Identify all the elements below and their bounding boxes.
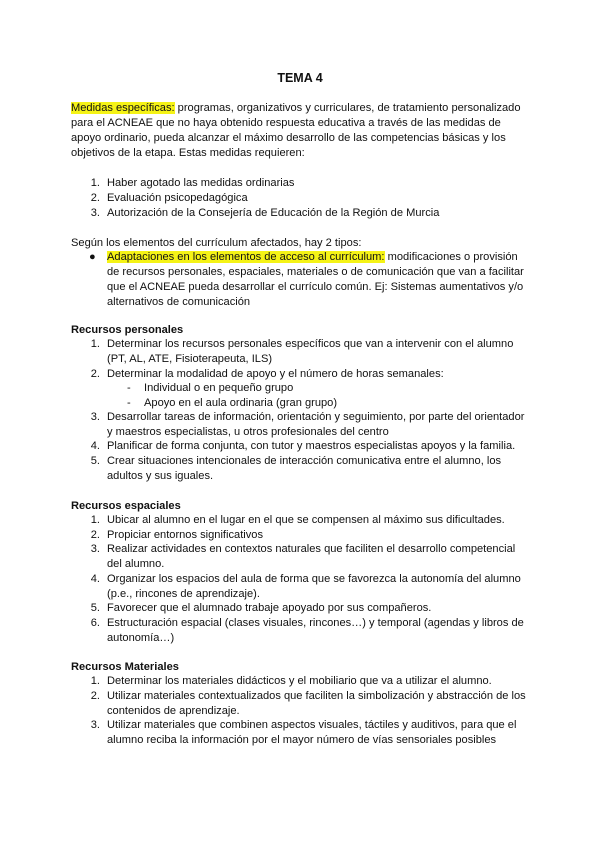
section-heading-spatial: Recursos espaciales [71,500,181,512]
list-number: 2. [90,192,100,204]
access-text: modificaciones o provisión de recursos personales, espaciales, materiales o de comunicación que van a facilitar que el ACNEAE pueda desarrollar el currículo común. Ej: Sistemas aumentativos y/o alternativos de comunicación [107,251,524,308]
list-number: 2. [90,690,100,702]
list-number: 5. [90,455,100,467]
list-item: Evaluación psicopedagógica [107,192,248,204]
list-item: Determinar los recursos personales específicos que van a intervenir con el alumno (PT, AL, ATE, Fisioterapeuta, ILS) [107,338,514,365]
list-number: 3. [90,207,100,219]
list-item: Crear situaciones intencionales de interacción comunicativa entre el alumno, los adultos y sus iguales. [107,455,502,482]
list-number: 2. [90,529,100,541]
dash-marker: - [127,382,131,394]
list-number: 1. [90,338,100,350]
dash-marker: - [127,397,131,409]
bullet-marker: ● [89,251,96,263]
list-item: Favorecer que el alumnado trabaje apoyado por sus compañeros. [107,602,432,614]
list-item: Estructuración espacial (clases visuales, rincones…) y temporal (agendas y libros de autonomía…) [107,617,524,644]
types-intro: Según los elementos del currículum afectados, hay 2 tipos: [71,237,362,249]
list-item: Utilizar materiales contextualizados que faciliten la simbolización y abstracción de los contenidos de aprendizaje. [107,690,526,717]
access-highlight: Adaptaciones en los elementos de acceso al currículum: [107,251,385,263]
list-number: 4. [90,440,100,452]
list-number: 3. [90,411,100,423]
list-item: Organizar los espacios del aula de forma que se favorezca la autonomía del alumno (p.e., rincones de aprendizaje). [107,573,521,600]
list-number: 5. [90,602,100,614]
list-item: Haber agotado las medidas ordinarias [107,177,295,189]
list-item: Propiciar entornos significativos [107,529,264,541]
list-number: 4. [90,573,100,585]
list-number: 3. [90,719,100,731]
list-number: 3. [90,543,100,555]
list-item: Planificar de forma conjunta, con tutor y maestros especialistas apoyos y la familia. [107,440,516,452]
list-item: Realizar actividades en contextos naturales que faciliten el desarrollo competencial del alumno. [107,543,516,570]
list-number: 2. [90,368,100,380]
list-number: 1. [90,675,100,687]
section-heading-materials: Recursos Materiales [71,661,179,673]
list-item: Desarrollar tareas de información, orientación y seguimiento, por parte del orientador y maestros especialistas, u otros profesionales del centro [107,411,525,438]
access-paragraph [107,250,532,310]
list-number: 1. [90,514,100,526]
intro-highlight: Medidas específicas: [71,102,175,114]
intro-text: programas, organizativos y curriculares, de tratamiento personalizado para el ACNEAE que no haya obtenido respuesta educativa a través de las medidas de apoyo ordinario, pueda alcanzar el máximo desarrollo de las competencias básicas y los objetivos de la etapa. Estas medidas requieren: [71,102,521,159]
list-number: 1. [90,177,100,189]
list-item: Utilizar materiales que combinen aspectos visuales, táctiles y auditivos, para que el alumno reciba la información por el mayor número de vías sensoriales posibles [107,719,517,746]
sub-list-item: Individual o en pequeño grupo [144,382,294,394]
list-item: Determinar los materiales didácticos y el mobiliario que va a utilizar el alumno. [107,675,492,687]
section-heading-personal: Recursos personales [71,324,184,336]
list-item: Determinar la modalidad de apoyo y el número de horas semanales: [107,368,444,380]
list-number: 6. [90,617,100,629]
list-item: Autorización de la Consejería de Educación de la Región de Murcia [107,207,440,219]
page-title: TEMA 4 [277,71,323,85]
sub-list-item: Apoyo en el aula ordinaria (gran grupo) [144,397,338,409]
intro-paragraph [71,101,531,161]
list-item: Ubicar al alumno en el lugar en el que se compensen al máximo sus dificultades. [107,514,505,526]
